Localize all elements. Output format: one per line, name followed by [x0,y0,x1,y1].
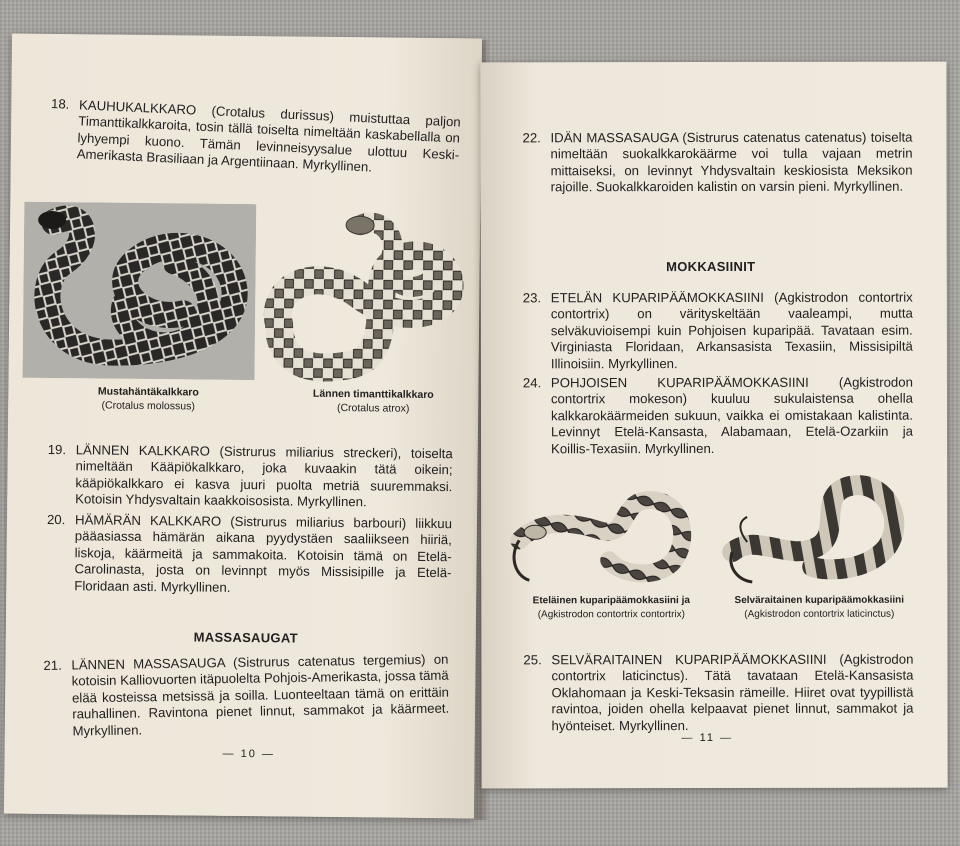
right-page [480,62,947,789]
entry-23 [522,289,913,371]
caption-common-name: Mustahäntäkalkkaro [97,385,199,399]
entry-text: IDÄN MASSASAUGA (Sistrurus catenatus catenatus) toiselta nimeltään suokalkkarokäärme voi tulla vajaan metrin mittaiseksi, on levinnyt Yhdysvaltain keskiosista Meksikon rajoille. Suokalkkaroiden kalistin on varsin pieni. Myrkyllinen. [550,129,913,195]
snake-photo-crotalus-molossus [22,202,256,380]
entry-19 [47,442,453,512]
entry-22 [522,130,912,215]
caption-common-name: Selväraitainen kuparipäämokkasiini [734,594,905,606]
entry-number: 23. [522,290,542,306]
entry-number: 21. [43,657,62,673]
section-heading-massasaugat: MASSASAUGAT [193,629,298,646]
entry-text: KAUHUKALKKARO (Crotalus durissus) muistuttaa paljon Timanttikalkkaroita, tosin tällä toiselta nimeltään kaskabellalla on lyhyempi kuono. Tämän levinneisyysalue ulottuu Keski-Amerikasta Brasiliaan ja Argentiinaan. Myrkyllinen. [76,97,462,175]
entry-text: POHJOISEN KUPARIPÄÄMOKKASIINI (Agkistrodon contortrix mokeson) kuuluu sukulaistensa ohella kalkkarokäärmeiden sukuun, vaikka ei omistakaan kalistinta. Levinnyt Etelä-Kansasta, Alabamaan, Etelä-Ozarkiin ja Koillis-Texasiin. Myrkyllinen. [550,374,914,456]
entry-number: 25. [523,652,542,668]
caption-latin-name: (Agkistrodon contortrix contortrix) [537,609,685,621]
entry-number: 22. [522,130,541,146]
section-heading-mokkasiinit: MOKKASIINIT [666,258,756,275]
entry-text: HÄMÄRÄN KALKKARO (Sistrurus miliarius barbouri) liikkuu pääasiassa hämärän aikana pyydystäen saaliikseen hiiriä, liskoja, käärmeitä ja sammakoita. Kotoisin tämä on Etelä-Carolinasta, josta on levinnpt myös Missisipille ja Etelä-Floridaan asti. Myrkyllinen. [74,512,453,595]
entry-20 [46,512,452,598]
entry-number: 20. [46,511,66,528]
left-page [4,34,482,819]
snake-illustration-laticinctus [717,472,913,590]
caption-latin-name: (Crotalus molossus) [101,399,195,413]
entry-text: SELVÄRAITAINEN KUPARIPÄÄMOKKASIINI (Agkistrodon contortrix laticinctus). Tätä tavataan Etelä-Kansasista Oklahomaan ja Keski-Teksasin rämeille. Hiiret ovat tyypillistä ravintoa, joiden ohella kelpaavat pienet linnut, sammakot ja hyönteiset. Myrkyllinen. [551,651,914,733]
entry-text: ETELÄN KUPARIPÄÄMOKKASIINI (Agkistrodon contortrix contortrix) on värityskeltään vaaleampi, mutta selväkuvioisempi kuin Pohjoisen kuparipää. Tavataan esim. Virginiasta Floridaan, Arkansasista Texasiin, Missisipiltä Illinoisiin. Myrkyllinen. [550,289,913,371]
illustration-caption-2 [709,594,929,622]
entry-24 [522,374,914,456]
entry-text: LÄNNEN MASSASAUGA (Sistrurus catenatus tergemius) on kotoisin Kalliovuorten itäpuolelta Pohjois-Amerikasta, jossa tämä elää kosteissa metsissä ja soilla. Luonteeltaan tämä on erittäin rauhallinen. Ravintona pienet linnut, sammakot ja käärmeet. Myrkyllinen. [71,651,450,739]
page-number: — 10 — [222,747,275,761]
caption-common-name: Lännen timanttikalkkaro [312,387,434,401]
illustration-caption-1 [501,594,721,622]
page-number: — 11 — [681,731,734,745]
entry-25 [523,651,914,733]
snake-illustration-contortrix [509,480,705,592]
entry-21 [43,652,449,742]
entry-number: 24. [522,375,542,391]
photo-caption-1 [48,384,248,414]
entry-text: LÄNNEN KALKKARO (Sistrurus miliarius streckeri), toiselta nimeltään Kääpiökalkkaro, joka kuvaakin tätä oikein; kääpiökalkkaro ei kasva juuri puolta metriä suuremmaksi. Kotoisin Yhdysvaltain kaakkoisosista. Myrkyllinen. [75,442,453,510]
entry-18 [48,96,461,199]
caption-common-name: Eteläinen kuparipäämokkasiini ja [532,595,690,607]
photo-caption-2 [278,386,468,416]
entry-number: 18. [50,95,70,112]
entry-number: 19. [47,441,67,458]
caption-latin-name: (Crotalus atrox) [336,401,410,415]
caption-latin-name: (Agkistrodon contortrix laticinctus) [744,608,895,620]
snake-photo-crotalus-atrox [258,204,468,386]
